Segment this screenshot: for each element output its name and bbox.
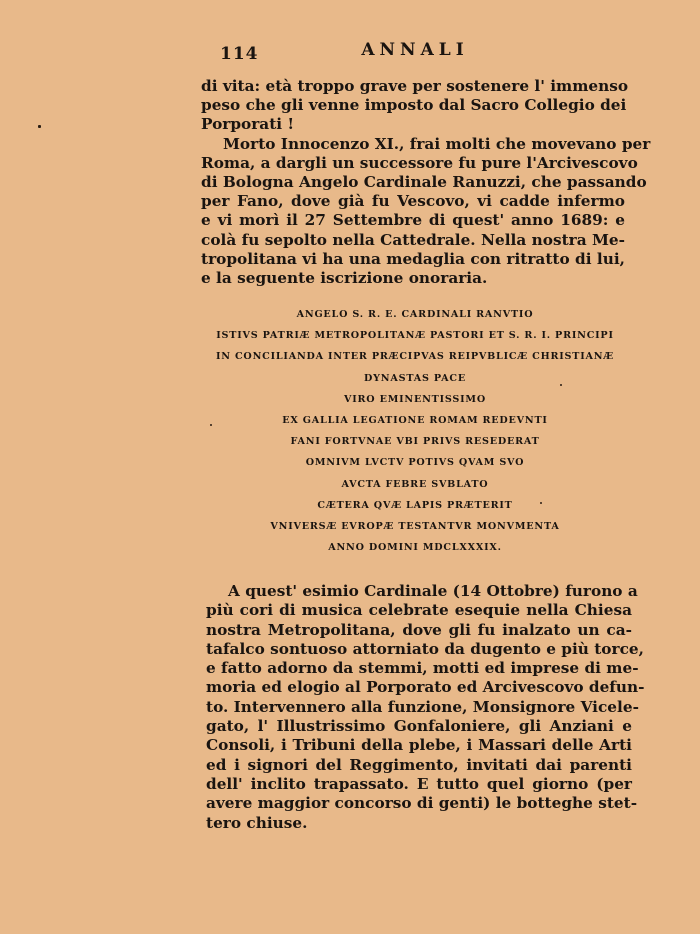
text-line: colà fu sepolto nella Cattedrale. Nella nostra Me- (201, 230, 625, 249)
text-line: Morto Innocenzo XI., frai molti che movevano per (223, 134, 651, 153)
text-line: Consoli, i Tribuni della plebe, i Massari delle Arti (206, 736, 632, 755)
inscription-line: IN CONCILIANDA INTER PRÆCIPVAS REIPVBLICÆ CHRISTIANÆ (215, 351, 615, 363)
paragraph-1 (201, 77, 651, 288)
text-line: ed i signori del Reggimento, invitati dai parenti (206, 755, 632, 774)
inscription-line: ISTIVS PATRIÆ METROPOLITANÆ PASTORI ET S. R. I. PRINCIPI (216, 330, 614, 342)
inscription-line: VIRO EMINENTISSIMO (343, 393, 486, 405)
text-line: gato, l' Illustrissimo Gonfaloniere, gli Anziani e (206, 717, 632, 736)
text-line: per Fano, dove già fu Vescovo, vi cadde infermo (201, 192, 625, 211)
text-line: avere maggior concorso di genti) le botteghe stet- (206, 794, 638, 813)
text-line: e vi morì il 27 Settembre di quest' anno 1689: e (201, 211, 625, 230)
inscription-line: CÆTERA QVÆ LAPIS PRÆTERIT (317, 499, 513, 511)
running-head: ANNALI (361, 40, 469, 60)
inscription-line: AVCTA FEBRE SVBLATO (341, 478, 489, 490)
ink-speck (560, 384, 562, 386)
text-line: dell' inclito trapassato. E tutto quel giorno (per (206, 774, 632, 793)
ink-speck (210, 424, 212, 426)
inscription-line: OMNIVM LVCTV POTIVS QVAM SVO (305, 457, 525, 469)
page-number: 114 (220, 44, 259, 64)
text-line: tropolitana vi ha una medaglia con ritratto di lui, (201, 249, 625, 268)
text-line: to. Intervennero alla funzione, Monsignore Vicele- (206, 697, 639, 716)
text-line: tero chiuse. (206, 813, 308, 832)
text-line: e la seguente iscrizione onoraria. (201, 269, 488, 288)
ink-speck (38, 125, 41, 128)
inscription-line: EX GALLIA LEGATIONE ROMAM REDEVNTI (282, 415, 548, 427)
text-line: tafalco sontuoso attorniato da dugento e più torce, (206, 639, 644, 658)
inscription-line: ANGELO S. R. E. CARDINALI RANVTIO (296, 309, 534, 320)
inscription-line: DYNASTAS PACE (364, 372, 466, 384)
text-line: di vita: età troppo grave per sostenere l' immenso (201, 77, 629, 95)
text-line: più cori di musica celebrate esequie nella Chiesa (206, 601, 632, 620)
text-line: nostra Metropolitana, dove gli fu inalzato un ca- (206, 620, 632, 639)
inscription (200, 304, 630, 558)
text-line: A quest' esimio Cardinale (14 Ottobre) furono a (228, 582, 638, 600)
ink-speck (540, 502, 542, 504)
text-line: peso che gli venne imposto dal Sacro Collegio dei (201, 96, 627, 115)
text-line: e fatto adorno da stemmi, motti ed imprese di me- (206, 659, 639, 678)
inscription-line: ANNO DOMINI MDCLXXXIX. (328, 542, 502, 554)
text-line: Roma, a dargli un successore fu pure l'Arcivescovo (201, 153, 638, 172)
text-line: moria ed elogio al Porporato ed Arcivescovo defun- (206, 678, 645, 697)
paragraph-2 (206, 582, 645, 833)
text-line: Porporati ! (201, 115, 295, 134)
inscription-line: VNIVERSÆ EVROPÆ TESTANTVR MONVMENTA (270, 521, 560, 533)
inscription-line: FANI FORTVNAE VBI PRIVS RESEDERAT (290, 436, 540, 448)
text-line: di Bologna Angelo Cardinale Ranuzzi, che passando (201, 173, 647, 192)
